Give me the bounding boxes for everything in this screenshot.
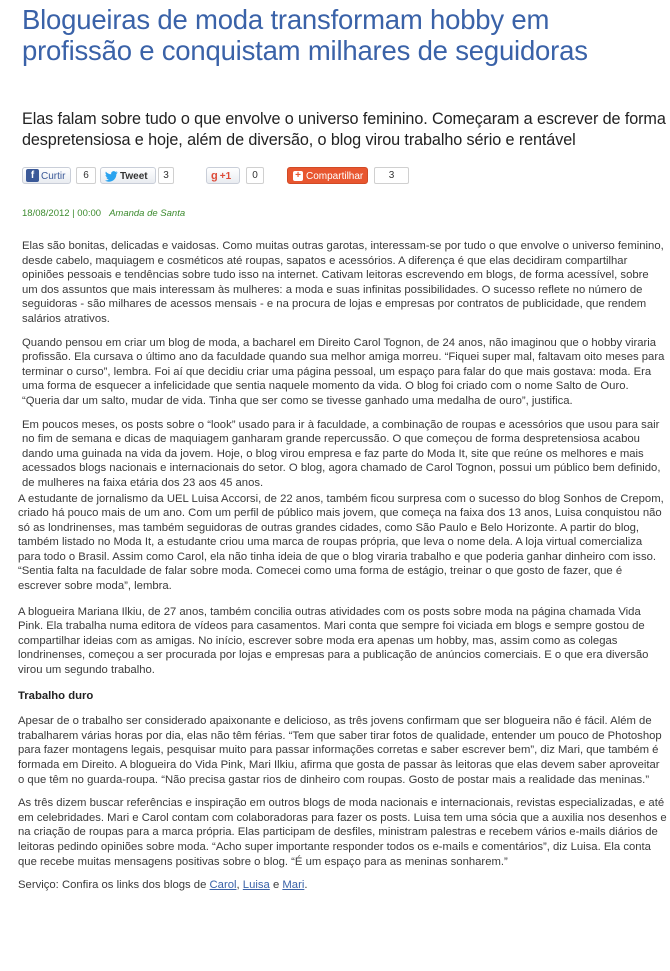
social-share-bar [0,167,670,185]
paragraph: A blogueira Mariana Ilkiu, de 27 anos, também concilia outras atividades com os posts sobre moda na página chamada Vida Pink. Ela trabalha numa editora de vídeos para casamentos. Mari conta que sempre foi viciada em blogs e sempre gostou de compartilhar ideias com as amigas. No início, escrever sobre moda era apenas um hobby, mas, assim como as colegas londrinenses, começou a ser procurada por lojas e empresas para a publicação de anúncios comerciais. E o que era diversão virou um segundo trabalho. [18,605,649,677]
paragraph: Quando pensou em criar um blog de moda, a bacharel em Direito Carol Tognon, de 24 anos, não imaginou que o hobby viraria profissão. Ela cursava o último ano da faculdade quando sua melhor amiga morreu. “Fiquei super mal, faltavam oito meses para terminar o curso”, lembra. Foi aí que decidiu criar uma página pessoal, um espaço para falar do que mais gostava: moda. Era uma forma de esquecer a infelicidade que sentia naquele momento da vida. O blog foi criado com o nome Salto de Ouro. “Queria dar um salto, mudar de vida. Tinha que ser como se tivesse ganhado uma medalha de ouro”, justifica. [22,336,665,407]
paragraph: Elas são bonitas, delicadas e vaidosas. Como muitas outras garotas, interessam-se por tudo o que envolve o universo feminino, desde cabelo, maquiagem e cosméticos até roupas, sapatos e acessórios. A diferença é que elas decidiram compartilhar opiniões pessoais e tendências sobre tudo isso na internet. Cativam leitoras escrevendo em blogs, de forma acessível, sobre um dos assuntos que mais interessam às mulheres: a moda e suas infinitas possibilidades. O sucesso reflete no número de seguidoras - são milhares de acessos mensais - e na procura de lojas e empresas por contratos de publicidade, que rendem salários atrativos. [22,240,664,325]
article-headline: Blogueiras de moda transformam hobby em profissão e conquistam milhares de seguidoras [22,4,588,66]
tweet-label: Tweet [120,171,148,182]
facebook-icon: f [26,169,39,182]
like-label: Curtir [41,171,66,182]
link-carol[interactable]: Carol [209,879,237,892]
article-body [18,239,667,893]
article-meta [22,208,185,219]
paragraph: As três dizem buscar referências e inspiração em outros blogs de moda nacionais e internacionais, revistas especializadas, e até em celebridades. Mari e Carol contam com colaboradoras para fazer os posts. Luisa tem uma sócia que a auxilia nos desenhos e na criação de roupas para a marca própria. Elas participam de desfiles, ministram palestras e recebem vários e-mails diários de leitoras pedindo opiniões sobre moda. “Acho super importante responder todos os e-mails e comentários”, diz Luisa. Ela conta que recebe muitas mensagens positivas sobre o blog. “É um espaço para as meninas sonharem.” [18,797,667,868]
link-luisa[interactable]: Luisa [242,879,270,892]
google-plus-one-button[interactable] [206,167,240,184]
publish-date: 18/08/2012 | 00:00 [22,208,102,219]
paragraph: Apesar de o trabalho ser considerado apaixonante e delicioso, as três jovens confirmam que ser blogueira não é fácil. Além de trabalharem várias horas por dia, elas não têm férias. “Tem que saber tirar fotos de qualidade, entender um pouco de Photoshop para fazer montagens legais, pesquisar muito para passar informações corretas e saber escrever bem”, diz Mari, que também é formada em Direito. A blogueira do Vida Pink, Mari Ilkiu, afirma que gosta de passar às leitoras que elas devem saber aproveitar o que têm no guarda-roupa. “Não precisa gastar rios de dinheiro com roupas. Gosto de postar mais a realidade das meninas.” [18,715,662,786]
share-count: 3 [374,167,409,184]
paragraph: A estudante de jornalismo da UEL Luisa Accorsi, de 22 anos, também ficou surpresa com o sucesso do blog Sonhos de Crepom, criado há pouco mais de um ano. Com um perfil de público mais jovem, que começa na faixa dos 13 anos, Luisa conquistou não só as londrinenses, mas também seguidoras de outras grandes cidades, como São Paulo e Belo Horizonte. A partir do blog, também listado no Moda It, a estudante criou uma marca de roupas própria, que leva o nome dela. A loja virtual comercializa para todo o Brasil. Assim como Carol, ela não tinha ideia de que o blog viraria trabalho e que poderia ganhar dinheiro com isso. “Sentia falta na faculdade de falar sobre moda. Comecei como uma forma de estágio, treinar o que gosto de fazer, que é escrever sobre moda”, lembra. [18,492,664,593]
share-button[interactable] [287,167,368,184]
plus-icon: + [293,171,303,181]
section-heading: Trabalho duro [18,689,94,702]
share-label: Compartilhar [306,171,364,182]
facebook-like-button[interactable] [22,167,71,184]
author-name: Amanda de Santa [109,208,186,219]
plus-one-count: 0 [246,167,264,184]
tweet-button[interactable] [100,167,156,184]
google-g-icon: g [211,170,218,182]
plus-one-label: +1 [219,171,232,182]
tweet-count: 3 [158,167,174,184]
article-subheadline: Elas falam sobre tudo o que envolve o universo feminino. Começaram a escrever de forma despretensiosa e hoje, além de diversão, o blog virou trabalho sério e rentável [22,110,666,149]
link-mari[interactable]: Mari [282,879,305,892]
service-suffix: . [304,879,308,892]
service-line [18,878,667,893]
like-count: 6 [76,167,96,184]
twitter-bird-icon [105,171,118,182]
service-prefix: Serviço: Confira os links dos blogs de [18,879,210,892]
service-sep: e [269,879,283,892]
service-sep: , [236,879,243,892]
paragraph: Em poucos meses, os posts sobre o “look” usado para ir à faculdade, a combinação de roupas e acessórios que usou para sair no fim de semana e dicas de maquiagem ganharam grande repercussão. O que começou de forma despretensiosa acabou dando uma guinada na vida da jovem. Hoje, o blog virou empresa e faz parte do Moda It, site que reúne os melhores e mais acessados blogs nacionais e internacionais do setor. O blog, agora chamado de Carol Tognon, possui um público bem definido, de mulheres na faixa etária dos 23 aos 45 anos. [22,418,661,489]
